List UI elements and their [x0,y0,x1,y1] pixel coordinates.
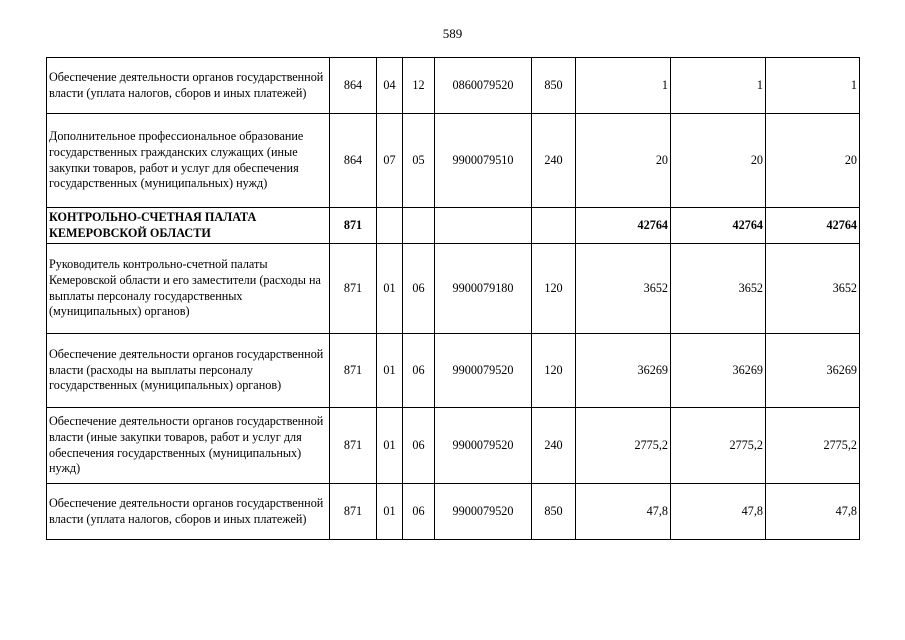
amount-year-2: 47,8 [671,484,766,540]
page-number: 589 [442,26,463,41]
section-code: 04 [377,58,403,114]
table-row [47,114,860,208]
amount-year-2: 36269 [671,334,766,408]
expense-type-code: 120 [532,334,576,408]
budget-table [46,57,860,540]
ministry-code: 871 [330,334,377,408]
subsection-code: 06 [403,484,435,540]
amount-year-2: 2775,2 [671,408,766,484]
table-row [47,408,860,484]
ministry-code: 871 [330,208,377,244]
amount-year-1: 36269 [576,334,671,408]
table-row [47,208,860,244]
target-article-code: 9900079520 [435,334,532,408]
expense-type-code: 240 [532,114,576,208]
subsection-code [403,208,435,244]
row-name: Дополнительное профессиональное образование государственных гражданских служащих (иные закупки товаров, работ и услуг для обеспечения государственных (муниципальных) нужд) [47,114,330,208]
expense-type-code: 240 [532,408,576,484]
amount-year-3: 47,8 [766,484,860,540]
ministry-code: 871 [330,484,377,540]
amount-year-2: 1 [671,58,766,114]
amount-year-3: 20 [766,114,860,208]
target-article-code: 9900079520 [435,408,532,484]
subsection-code: 06 [403,408,435,484]
table-row [47,58,860,114]
expense-type-code: 850 [532,484,576,540]
table-row [47,484,860,540]
target-article-code: 0860079520 [435,58,532,114]
amount-year-2: 42764 [671,208,766,244]
target-article-code: 9900079520 [435,484,532,540]
ministry-code: 871 [330,244,377,334]
amount-year-1: 2775,2 [576,408,671,484]
section-code: 01 [377,408,403,484]
expense-type-code: 850 [532,58,576,114]
amount-year-1: 3652 [576,244,671,334]
expense-type-code [532,208,576,244]
table-row [47,334,860,408]
subsection-code: 12 [403,58,435,114]
target-article-code: 9900079180 [435,244,532,334]
section-code: 07 [377,114,403,208]
amount-year-1: 1 [576,58,671,114]
section-code [377,208,403,244]
ministry-code: 864 [330,58,377,114]
amount-year-2: 20 [671,114,766,208]
row-name: Обеспечение деятельности органов государственной власти (расходы на выплаты персоналу государственных (муниципальных) органов) [47,334,330,408]
amount-year-1: 42764 [576,208,671,244]
target-article-code [435,208,532,244]
subsection-code: 05 [403,114,435,208]
amount-year-3: 1 [766,58,860,114]
table-row [47,244,860,334]
section-code: 01 [377,334,403,408]
row-name: Руководитель контрольно-счетной палаты Кемеровской области и его заместители (расходы на выплаты персоналу государственных (муниципальных) органов) [47,244,330,334]
row-name: Обеспечение деятельности органов государственной власти (иные закупки товаров, работ и услуг для обеспечения государственных (муниципальных) нужд) [47,408,330,484]
amount-year-1: 20 [576,114,671,208]
subsection-code: 06 [403,334,435,408]
amount-year-2: 3652 [671,244,766,334]
amount-year-3: 36269 [766,334,860,408]
expense-type-code: 120 [532,244,576,334]
target-article-code: 9900079510 [435,114,532,208]
amount-year-1: 47,8 [576,484,671,540]
row-name: КОНТРОЛЬНО-СЧЕТНАЯ ПАЛАТА КЕМЕРОВСКОЙ ОБЛАСТИ [47,208,330,244]
subsection-code: 06 [403,244,435,334]
row-name: Обеспечение деятельности органов государственной власти (уплата налогов, сборов и иных платежей) [47,484,330,540]
row-name: Обеспечение деятельности органов государственной власти (уплата налогов, сборов и иных платежей) [47,58,330,114]
amount-year-3: 42764 [766,208,860,244]
section-code: 01 [377,244,403,334]
amount-year-3: 2775,2 [766,408,860,484]
ministry-code: 871 [330,408,377,484]
section-code: 01 [377,484,403,540]
amount-year-3: 3652 [766,244,860,334]
ministry-code: 864 [330,114,377,208]
